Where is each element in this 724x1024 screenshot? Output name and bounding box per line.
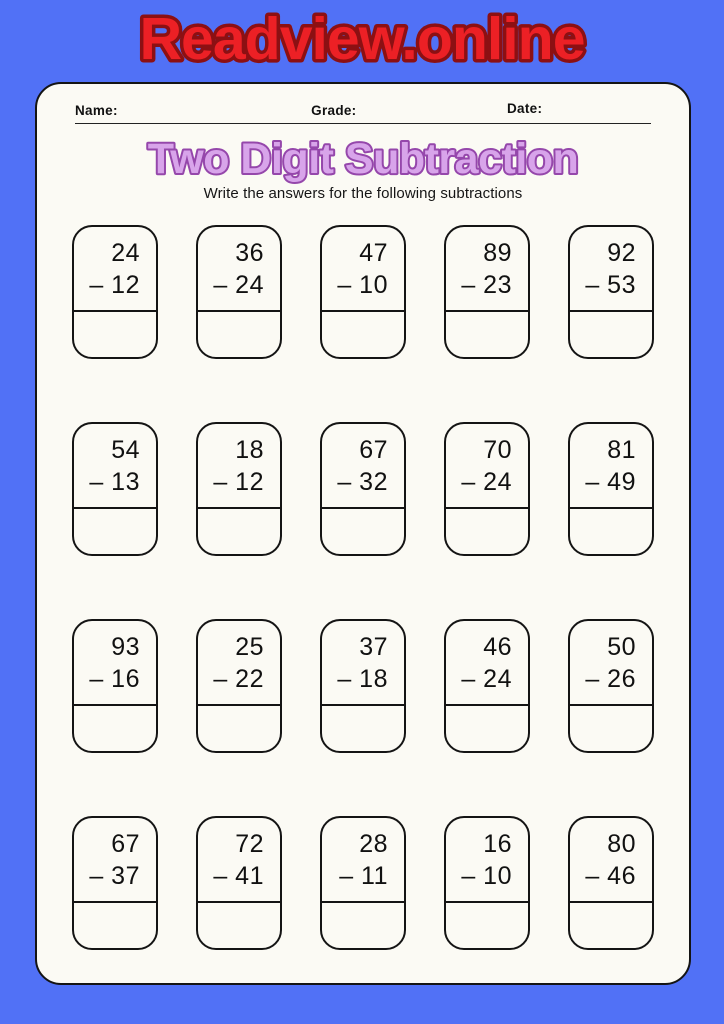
- answer-box[interactable]: [446, 706, 528, 751]
- problem-numbers: [322, 818, 404, 903]
- subtrahend: – 11: [339, 861, 388, 890]
- subtrahend: – 12: [89, 270, 140, 299]
- subtraction-problem-card: [568, 619, 654, 753]
- minuend: 47: [359, 238, 388, 267]
- answer-box[interactable]: [198, 509, 280, 554]
- worksheet-title: Two Digit Subtraction: [147, 135, 579, 183]
- minuend: 46: [483, 632, 512, 661]
- subtrahend: – 41: [213, 861, 264, 890]
- minuend: 24: [111, 238, 140, 267]
- subtrahend: – 46: [585, 861, 636, 890]
- grade-label: Grade:: [311, 103, 357, 118]
- minuend: 67: [111, 829, 140, 858]
- subtraction-problem-card: [72, 422, 158, 556]
- subtraction-problem-card: [196, 225, 282, 359]
- subtraction-problem-card: [196, 816, 282, 950]
- subtrahend: – 37: [89, 861, 140, 890]
- answer-box[interactable]: [446, 509, 528, 554]
- problem-numbers: [446, 621, 528, 706]
- subtrahend: – 23: [461, 270, 512, 299]
- worksheet-title-art: [53, 132, 673, 184]
- problem-numbers: [446, 424, 528, 509]
- subtraction-problem-card: [444, 816, 530, 950]
- minuend: 72: [235, 829, 264, 858]
- subtraction-problem-card: [568, 422, 654, 556]
- answer-box[interactable]: [74, 706, 156, 751]
- subtrahend: – 18: [337, 664, 388, 693]
- subtrahend: – 10: [337, 270, 388, 299]
- date-label: Date:: [507, 101, 543, 116]
- problem-numbers: [446, 227, 528, 312]
- problem-numbers: [198, 818, 280, 903]
- problem-numbers: [446, 818, 528, 903]
- subtrahend: – 13: [89, 467, 140, 496]
- answer-box[interactable]: [74, 903, 156, 948]
- subtraction-problem-card: [196, 422, 282, 556]
- problem-numbers: [570, 227, 652, 312]
- subtraction-problem-card: [444, 422, 530, 556]
- minuend: 80: [607, 829, 636, 858]
- subtraction-problem-card: [444, 225, 530, 359]
- problem-numbers: [74, 621, 156, 706]
- minuend: 92: [607, 238, 636, 267]
- answer-box[interactable]: [322, 312, 404, 357]
- answer-box[interactable]: [198, 706, 280, 751]
- answer-box[interactable]: [322, 903, 404, 948]
- subtraction-problem-card: [320, 422, 406, 556]
- problem-numbers: [198, 227, 280, 312]
- subtrahend: – 16: [89, 664, 140, 693]
- site-logo: [12, 1, 712, 81]
- subtraction-problem-card: [444, 619, 530, 753]
- subtrahend: – 10: [461, 861, 512, 890]
- worksheet-page: [35, 82, 691, 985]
- answer-box[interactable]: [570, 509, 652, 554]
- subtrahend: – 26: [585, 664, 636, 693]
- subtraction-problem-card: [72, 225, 158, 359]
- subtrahend: – 24: [461, 664, 512, 693]
- subtraction-problem-card: [320, 816, 406, 950]
- minuend: 67: [359, 435, 388, 464]
- minuend: 50: [607, 632, 636, 661]
- subtraction-problem-card: [568, 225, 654, 359]
- subtrahend: – 24: [213, 270, 264, 299]
- problem-numbers: [322, 227, 404, 312]
- minuend: 81: [607, 435, 636, 464]
- minuend: 89: [483, 238, 512, 267]
- worksheet-title-wrap: [37, 132, 689, 184]
- problem-numbers: [198, 424, 280, 509]
- answer-box[interactable]: [446, 312, 528, 357]
- answer-box[interactable]: [322, 706, 404, 751]
- minuend: 93: [111, 632, 140, 661]
- subtrahend: – 24: [461, 467, 512, 496]
- minuend: 28: [359, 829, 388, 858]
- problem-numbers: [198, 621, 280, 706]
- minuend: 18: [235, 435, 264, 464]
- site-logo-text: Readview.online: [139, 6, 585, 72]
- answer-box[interactable]: [198, 903, 280, 948]
- answer-box[interactable]: [446, 903, 528, 948]
- subtrahend: – 12: [213, 467, 264, 496]
- name-label: Name:: [75, 103, 118, 118]
- minuend: 25: [235, 632, 264, 661]
- subtrahend: – 22: [213, 664, 264, 693]
- problem-numbers: [322, 621, 404, 706]
- problem-numbers: [74, 227, 156, 312]
- answer-box[interactable]: [570, 706, 652, 751]
- answer-box[interactable]: [322, 509, 404, 554]
- answer-box[interactable]: [198, 312, 280, 357]
- problem-numbers: [570, 621, 652, 706]
- minuend: 37: [359, 632, 388, 661]
- problem-numbers: [322, 424, 404, 509]
- subtrahend: – 53: [585, 270, 636, 299]
- minuend: 54: [111, 435, 140, 464]
- subtrahend: – 49: [585, 467, 636, 496]
- minuend: 16: [483, 829, 512, 858]
- site-banner: [0, 0, 724, 82]
- answer-box[interactable]: [570, 312, 652, 357]
- answer-box[interactable]: [74, 312, 156, 357]
- subtraction-problem-card: [72, 619, 158, 753]
- subtraction-problem-card: [568, 816, 654, 950]
- problem-numbers: [570, 818, 652, 903]
- minuend: 36: [235, 238, 264, 267]
- subtraction-problem-card: [72, 816, 158, 950]
- subtrahend: – 32: [337, 467, 388, 496]
- answer-box[interactable]: [570, 903, 652, 948]
- answer-box[interactable]: [74, 509, 156, 554]
- minuend: 70: [483, 435, 512, 464]
- header-fields-row: [75, 99, 651, 124]
- worksheet-instructions: Write the answers for the following subtractions: [203, 185, 523, 202]
- subtraction-problem-card: [320, 619, 406, 753]
- subtraction-problem-card: [320, 225, 406, 359]
- problems-grid: [37, 225, 689, 950]
- problem-numbers: [570, 424, 652, 509]
- problem-numbers: [74, 424, 156, 509]
- subtraction-problem-card: [196, 619, 282, 753]
- problem-numbers: [74, 818, 156, 903]
